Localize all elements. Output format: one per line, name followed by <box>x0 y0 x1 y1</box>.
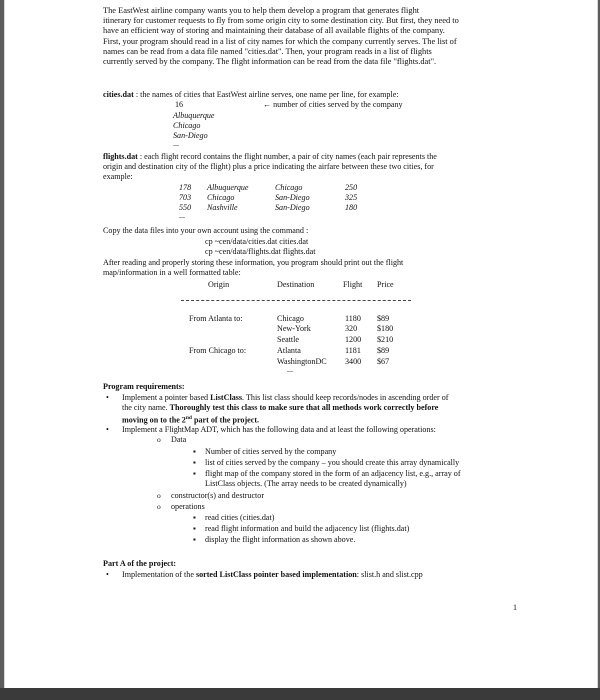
intro-line: names can be read from a data file named "cities.dat". Then, your program reads in a list of flights <box>103 46 432 56</box>
table-dest: WashingtonDC <box>277 357 327 366</box>
data-item-cont: ListClass objects. (The array needs to be created dynamically) <box>205 479 407 488</box>
op-item: ▪ read cities (cities.dat) <box>205 513 274 523</box>
table-price: $67 <box>377 357 390 366</box>
cities-count: 16 <box>175 100 184 109</box>
city-name: San-Diego <box>173 131 208 140</box>
ops-label: o operations <box>171 502 205 512</box>
table-flight: 1200 <box>345 335 362 344</box>
table-price: $210 <box>377 335 394 344</box>
op-item: ▪ display the flight information as shown above. <box>205 535 355 545</box>
requirements-heading-text: Program requirements <box>103 382 182 391</box>
text: : slist.h and slist.cpp <box>356 570 423 579</box>
city-name: Chicago <box>173 121 201 130</box>
table-origin: From Atlanta to: <box>189 314 243 323</box>
city-name: Albuquerque <box>173 111 215 120</box>
document-page <box>4 0 598 700</box>
table-price: $180 <box>377 324 394 333</box>
ctor-item: o constructor(s) and destructor <box>171 491 264 501</box>
flights-description-line: origin and destination city of the flight) plus a price indicating the airfare between these two cities, for <box>103 162 434 171</box>
flight-price: 325 <box>345 193 358 202</box>
flight-to: San-Diego <box>275 193 310 202</box>
intro-line: First, your program should read in a list of city names for which the company currently serves. The list of <box>103 36 457 46</box>
requirement-item <box>122 393 448 403</box>
flights-description-line <box>103 152 437 162</box>
copy-command: cp ~cen/data/flights.dat flights.dat <box>205 247 316 256</box>
flight-num: 550 <box>179 203 192 212</box>
table-ellipsis: ... <box>287 365 294 374</box>
flight-num: 703 <box>179 193 192 202</box>
data-item: ▪ Number of cities served by the company <box>205 447 336 457</box>
table-dest: Chicago <box>277 314 304 323</box>
text: sorted ListClass pointer based implementation <box>195 570 357 579</box>
flight-price: 180 <box>345 203 358 212</box>
cities-desc: : the names of cities that EastWest airline serves, one name per line, for example: <box>133 90 399 99</box>
flight-from: Chicago <box>207 193 235 202</box>
requirement-item-cont <box>122 403 438 413</box>
intro-paragraph <box>103 6 523 67</box>
text: Thoroughly test this class to make sure that all methods work correctly before <box>169 403 439 412</box>
text: . This list class should keep records/nodes in ascending order of <box>242 393 449 402</box>
text: Implementation of the <box>122 570 196 579</box>
text: part of the project. <box>191 415 260 425</box>
table-flight: 3400 <box>345 357 362 366</box>
flight-to: San-Diego <box>275 203 310 212</box>
data-label: o Data <box>171 435 186 445</box>
table-price: $89 <box>377 346 390 355</box>
part-a-item <box>122 570 423 580</box>
table-origin: From Chicago to: <box>189 346 247 355</box>
flights-desc: : each flight record contains the flight number, a pair of city names (each pair represents the <box>137 152 437 161</box>
table-header-origin: Origin <box>208 280 230 289</box>
flights-ellipsis: ... <box>179 211 186 220</box>
viewer-bottom-edge <box>0 688 600 700</box>
flight-from: Nashville <box>207 203 238 212</box>
intro-line: currently served by the company. The flight information can be read from the data file "flights.dat". <box>103 57 437 67</box>
part-a-heading: Part A of the project: <box>103 559 177 568</box>
flight-from: Albuquerque <box>207 183 249 192</box>
intro-line: have an efficient way of storing and maintaining their database of all available flights of the company. <box>103 26 445 36</box>
op-item: ▪ read flight information and build the adjacency list (flights.dat) <box>205 524 409 534</box>
flight-price: 250 <box>345 183 358 192</box>
after-reading-line: After reading and properly storing these information, you program should print out the flight <box>103 258 404 267</box>
flights-label: flights.dat <box>103 152 138 161</box>
text: moving on to the 2 <box>122 415 186 425</box>
table-flight: 320 <box>345 324 358 333</box>
table-dest: Atlanta <box>277 346 301 355</box>
flight-to: Chicago <box>275 183 303 192</box>
intro-line: The EastWest airline company wants you to help them develop a program that generates flight <box>103 6 420 15</box>
text: ListClass <box>210 393 243 402</box>
requirement-item: • Implement a FlightMap ADT, which has the following data and at least the following operations: <box>122 425 436 435</box>
requirement-item-cont <box>122 413 259 426</box>
table-header-destination: Destination <box>277 280 315 289</box>
copy-command: cp ~cen/data/cities.dat cities.dat <box>205 237 309 246</box>
cities-ellipsis: ... <box>173 139 180 148</box>
data-item: ▪ list of cities served by the company – you should create this array dynamically <box>205 458 459 468</box>
page-number: 1 <box>513 603 517 612</box>
cities-description <box>103 90 399 100</box>
copy-intro: Copy the data files into your own account using the command : <box>103 226 309 235</box>
table-flight: 1180 <box>345 314 361 323</box>
table-price: $89 <box>377 314 390 323</box>
table-header-flight: Flight <box>343 280 363 289</box>
data-item: ▪ flight map of the company stored in the form of an adjacency list, e.g., array of <box>205 469 461 479</box>
flight-num: 178 <box>179 183 192 192</box>
cities-count-note: ← number of cities served by the company <box>263 100 403 109</box>
intro-line: itinerary for customer requests to fly from some origin city to some destination city. But first, they need to <box>103 16 459 26</box>
text: the city name. <box>122 403 170 412</box>
cities-label: cities.dat <box>103 90 134 99</box>
table-flight: 1181 <box>345 346 361 355</box>
flights-description-line: example: <box>103 172 133 181</box>
requirements-heading: Program requirements: <box>103 382 185 391</box>
text: nd <box>185 415 192 421</box>
text: Implement a pointer based <box>122 393 211 402</box>
table-dest: Seattle <box>277 335 300 344</box>
table-header-price: Price <box>377 280 394 289</box>
table-divider <box>181 300 411 301</box>
table-dest: New-York <box>277 324 311 333</box>
after-reading-line: map/information in a well formatted table: <box>103 268 241 277</box>
